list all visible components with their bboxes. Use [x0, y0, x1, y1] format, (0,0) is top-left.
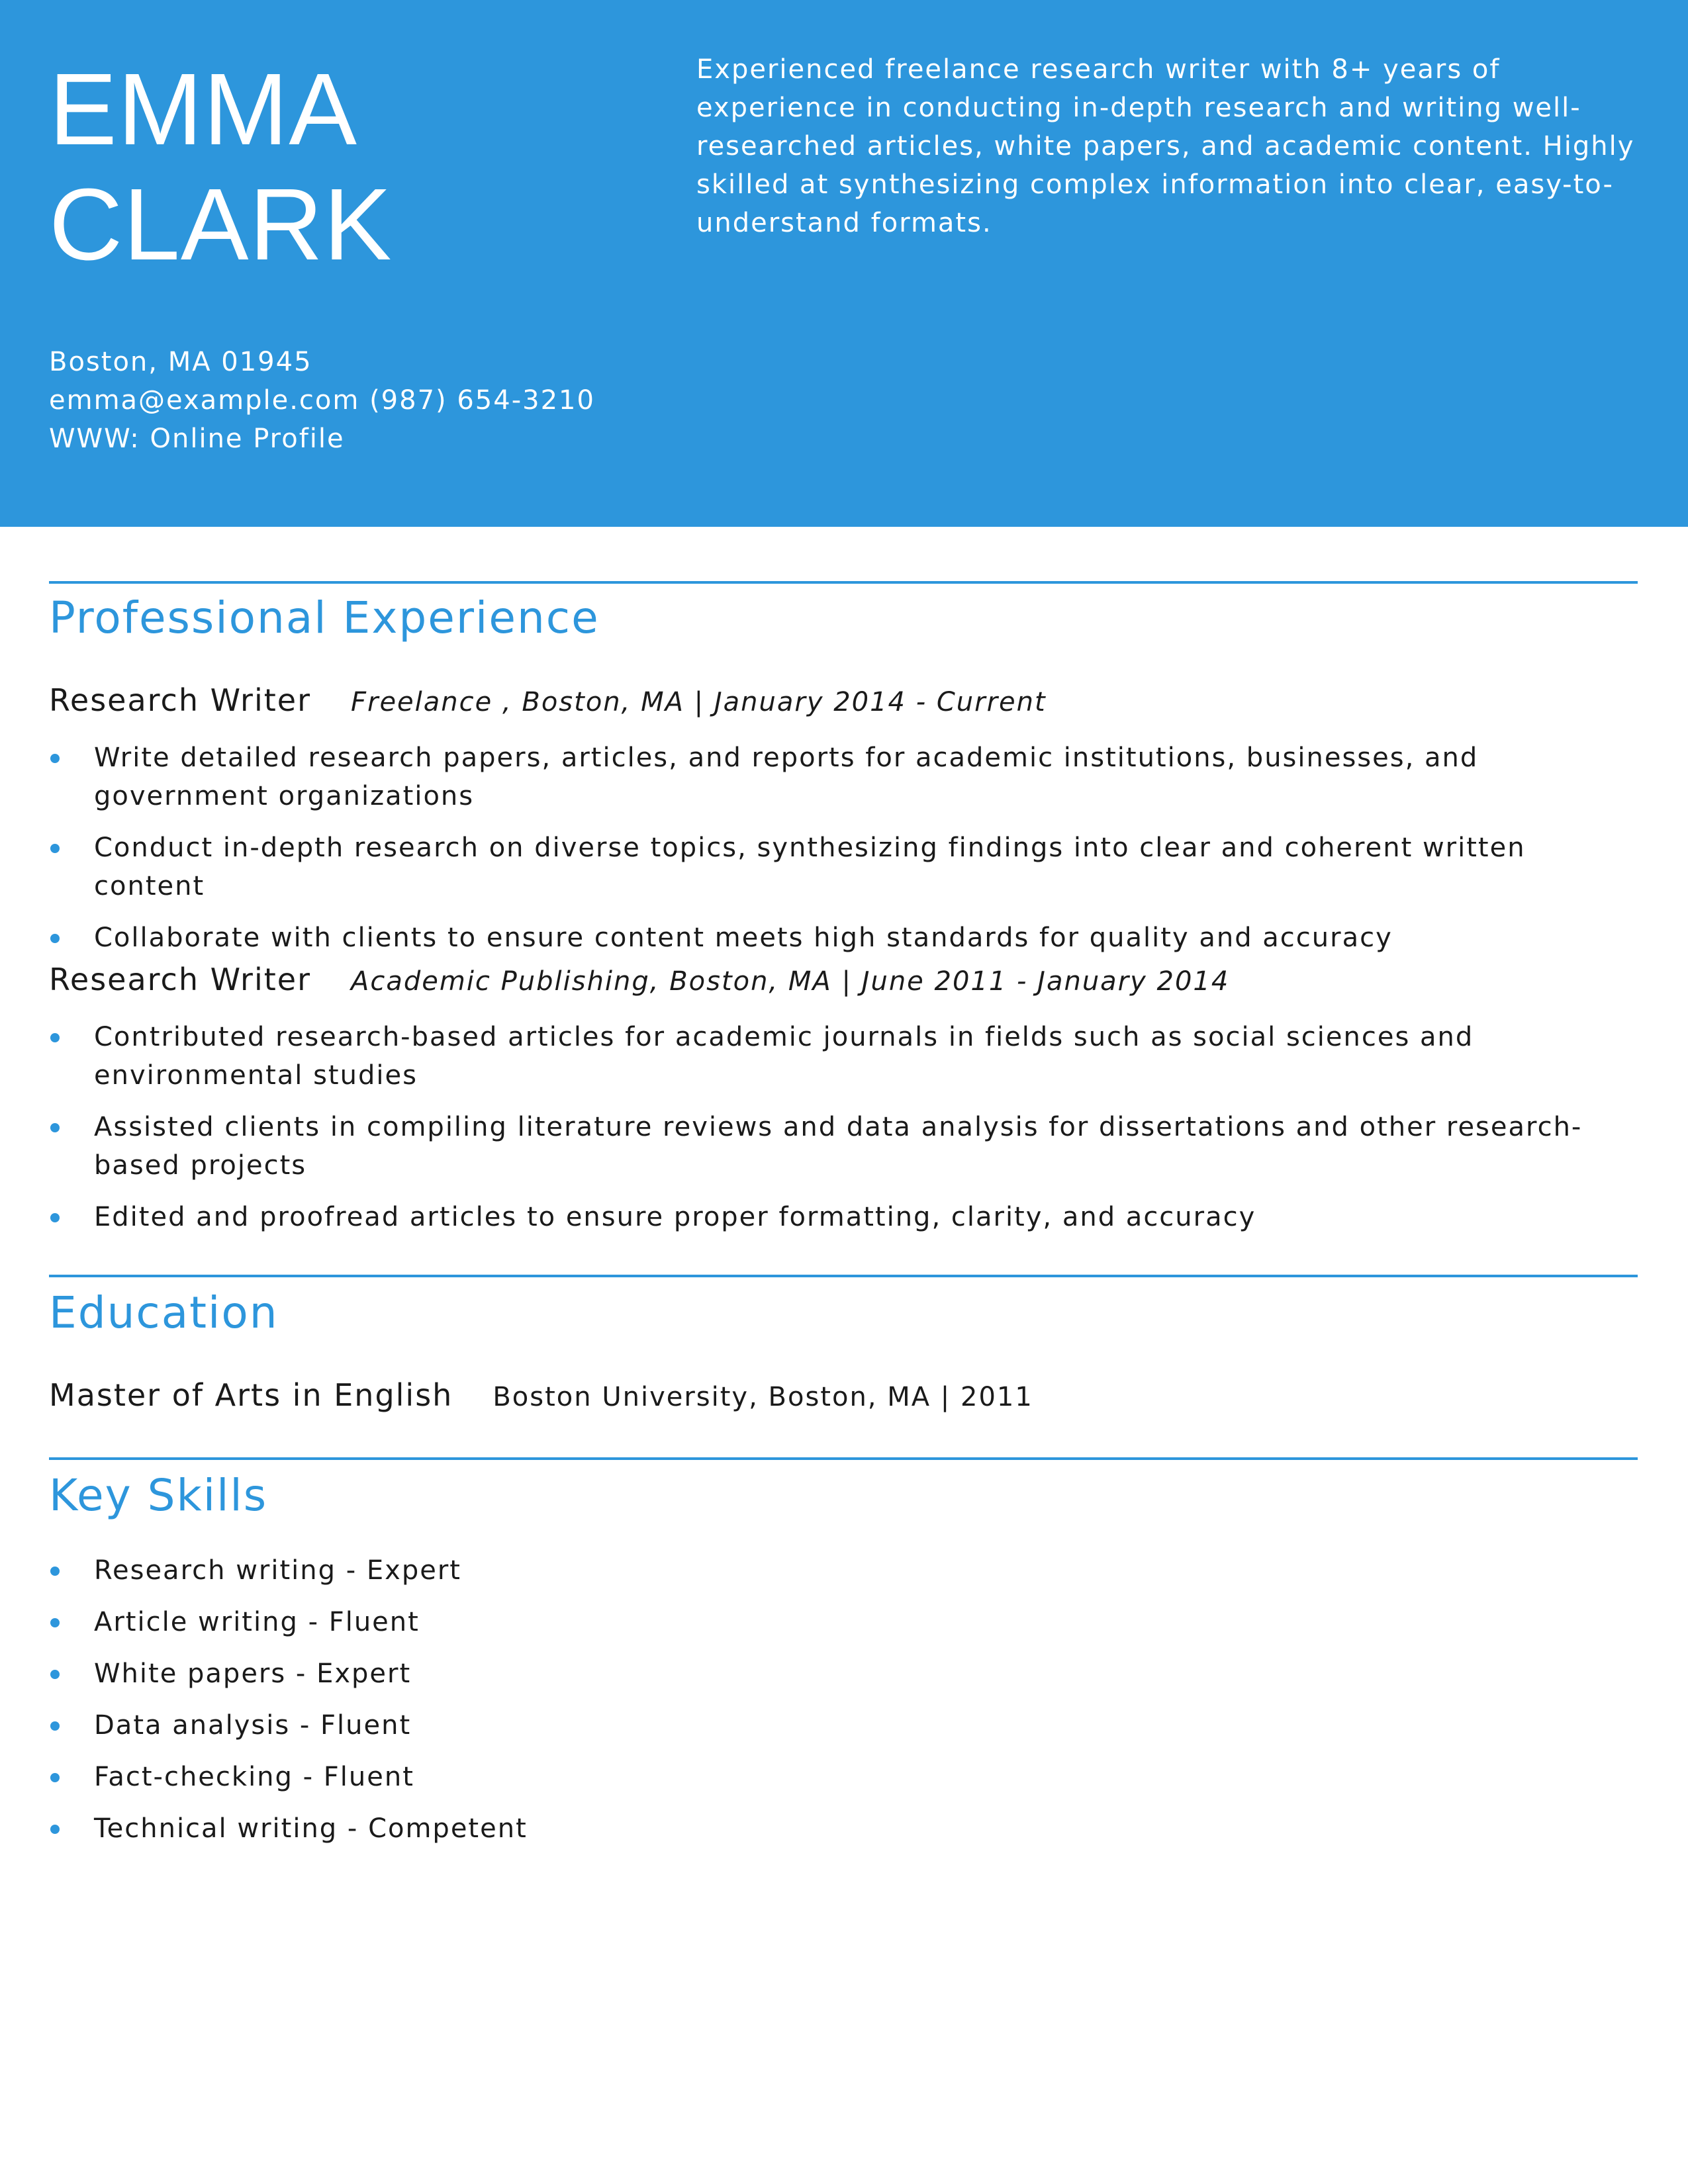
header-banner	[0, 0, 1688, 527]
list-item: Conduct in-depth research on diverse topics, synthesizing findings into clear and coherent written content	[49, 829, 1638, 905]
degree: Master of Arts in English	[49, 1377, 453, 1413]
job-bullet-list	[49, 739, 1638, 970]
list-item: Edited and proofread articles to ensure proper formatting, clarity, and accuracy	[49, 1198, 1638, 1236]
skill-item: Fact-checking - Fluent	[49, 1758, 1638, 1796]
bullet-icon	[50, 1123, 60, 1132]
list-item: Collaborate with clients to ensure content meets high standards for quality and accuracy	[49, 919, 1638, 957]
section-divider	[49, 1275, 1638, 1277]
website-link[interactable]: WWW: Online Profile	[49, 424, 345, 454]
bullet-icon	[50, 1213, 60, 1222]
skill-item: Article writing - Fluent	[49, 1603, 1638, 1641]
last-name: CLARK	[49, 167, 393, 281]
list-item: Assisted clients in compiling literature reviews and data analysis for dissertations and other research-based projects	[49, 1108, 1638, 1185]
contact-info	[49, 343, 595, 458]
bullet-icon	[50, 1825, 60, 1834]
job-entry	[49, 680, 1047, 722]
bullet-icon	[50, 1618, 60, 1627]
list-item: Write detailed research papers, articles, and reports for academic institutions, businesses, and government organizations	[49, 739, 1638, 815]
education-heading: Education	[49, 1287, 279, 1338]
skill-item: Technical writing - Competent	[49, 1809, 1638, 1848]
profile-summary: Experienced freelance research writer with 8+ years of experience in conducting in-depth research and writing well-researched articles, white papers, and academic content. Highly skilled at synthesizing complex information into clear, easy-to-understand formats.	[696, 54, 1635, 238]
bullet-icon	[50, 1773, 60, 1782]
job-entry	[49, 960, 1229, 1001]
job-bullet-list	[49, 1018, 1638, 1250]
skill-item: White papers - Expert	[49, 1655, 1638, 1693]
skill-item: Data analysis - Fluent	[49, 1706, 1638, 1745]
bullet-icon	[50, 934, 60, 943]
job-meta: Freelance , Boston, MA | January 2014 - Current	[350, 687, 1047, 717]
list-item: Contributed research-based articles for academic journals in fields such as social sciences and environmental studies	[49, 1018, 1638, 1095]
section-divider	[49, 1457, 1638, 1460]
school: Boston University, Boston, MA | 2011	[492, 1382, 1033, 1412]
email-phone: emma@example.com (987) 654-3210	[49, 385, 595, 416]
section-divider	[49, 581, 1638, 584]
first-name: EMMA	[49, 52, 357, 166]
experience-heading: Professional Experience	[49, 592, 600, 643]
job-title: Research Writer	[49, 682, 311, 718]
bullet-icon	[50, 1670, 60, 1679]
skill-item: Research writing - Expert	[49, 1551, 1638, 1590]
bullet-icon	[50, 1721, 60, 1731]
job-title: Research Writer	[49, 962, 311, 997]
skills-heading: Key Skills	[49, 1470, 268, 1521]
candidate-name	[49, 52, 393, 282]
job-meta: Academic Publishing, Boston, MA | June 2011 - January 2014	[350, 966, 1230, 997]
bullet-icon	[50, 1567, 60, 1576]
bullet-icon	[50, 1033, 60, 1042]
address: Boston, MA 01945	[49, 347, 312, 377]
education-entry	[49, 1375, 1033, 1417]
skills-list	[49, 1551, 1638, 1861]
bullet-icon	[50, 844, 60, 853]
bullet-icon	[50, 754, 60, 763]
